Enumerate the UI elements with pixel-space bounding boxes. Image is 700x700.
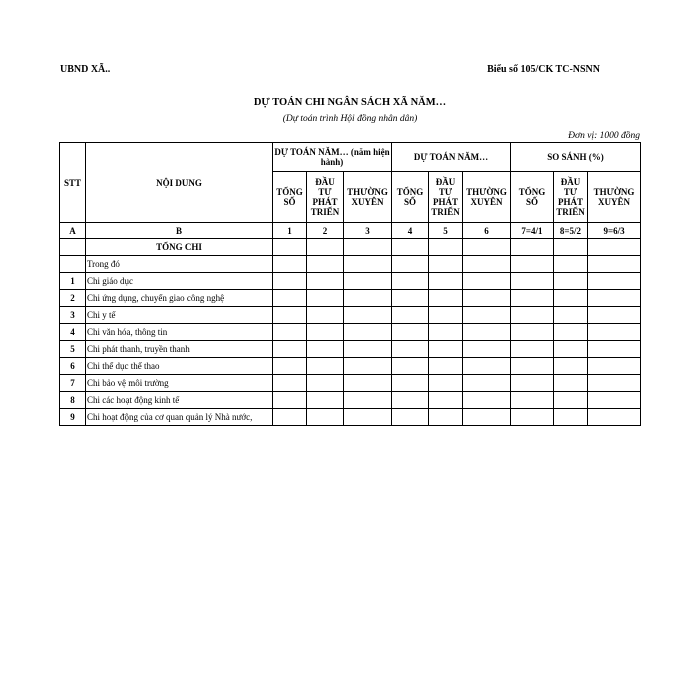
value-cell [588, 307, 641, 324]
form-number: Biểu số 105/CK TC-NSNN [487, 64, 600, 75]
value-cell [392, 358, 429, 375]
value-cell [344, 324, 392, 341]
value-cell [273, 375, 307, 392]
value-cell [588, 256, 641, 273]
index-cell: 2 [307, 223, 344, 239]
row-content: Chi y tế [86, 307, 273, 324]
value-cell [392, 341, 429, 358]
value-cell [273, 324, 307, 341]
value-cell [429, 256, 463, 273]
value-cell [392, 256, 429, 273]
row-stt [60, 239, 86, 256]
row-content: Chi bảo vệ môi trường [86, 375, 273, 392]
value-cell [511, 324, 554, 341]
index-cell: 8=5/2 [554, 223, 588, 239]
value-cell [307, 375, 344, 392]
value-cell [429, 392, 463, 409]
agency-label: UBND XÃ.. [60, 64, 111, 75]
value-cell [429, 273, 463, 290]
unit-label: Đơn vị: 1000 đồng [568, 131, 640, 141]
value-cell [463, 239, 511, 256]
value-cell [429, 290, 463, 307]
value-cell [307, 341, 344, 358]
value-cell [344, 307, 392, 324]
row-content: Chi thể dục thể thao [86, 358, 273, 375]
value-cell [273, 392, 307, 409]
row-content: TỔNG CHI [86, 239, 273, 256]
value-cell [463, 375, 511, 392]
value-cell [392, 409, 429, 426]
value-cell [307, 307, 344, 324]
index-cell: 5 [429, 223, 463, 239]
value-cell [554, 341, 588, 358]
value-cell [588, 375, 641, 392]
value-cell [511, 375, 554, 392]
value-cell [273, 341, 307, 358]
value-cell [554, 307, 588, 324]
row-stt: 6 [60, 358, 86, 375]
value-cell [344, 273, 392, 290]
header-content: NỘI DUNG [86, 143, 273, 223]
value-cell [554, 375, 588, 392]
row-stt: 8 [60, 392, 86, 409]
header-total-3: TỔNG SỐ [511, 172, 554, 223]
table-row [60, 239, 641, 256]
row-stt: 2 [60, 290, 86, 307]
row-content: Chi phát thanh, truyền thanh [86, 341, 273, 358]
value-cell [307, 409, 344, 426]
index-cell: B [86, 223, 273, 239]
document-title: DỰ TOÁN CHI NGÂN SÁCH XÃ NĂM… [253, 97, 447, 108]
value-cell [554, 239, 588, 256]
header-group-current-year: DỰ TOÁN NĂM… (năm hiện hành) [273, 143, 392, 172]
value-cell [344, 409, 392, 426]
row-stt: 4 [60, 324, 86, 341]
value-cell [463, 290, 511, 307]
value-cell [511, 256, 554, 273]
row-content: Chi giáo dục [86, 273, 273, 290]
value-cell [588, 324, 641, 341]
value-cell [429, 375, 463, 392]
value-cell [344, 256, 392, 273]
value-cell [344, 375, 392, 392]
value-cell [588, 290, 641, 307]
value-cell [463, 358, 511, 375]
table-row [60, 358, 641, 375]
row-stt: 1 [60, 273, 86, 290]
index-cell: 9=6/3 [588, 223, 641, 239]
index-cell: A [60, 223, 86, 239]
row-stt: 9 [60, 409, 86, 426]
header-investment-3: ĐẦU TƯ PHÁT TRIỂN [554, 172, 588, 223]
value-cell [511, 307, 554, 324]
table-row [60, 375, 641, 392]
header-group-comparison: SO SÁNH (%) [511, 143, 641, 172]
value-cell [273, 290, 307, 307]
table-row [60, 341, 641, 358]
value-cell [344, 239, 392, 256]
value-cell [307, 290, 344, 307]
value-cell [392, 375, 429, 392]
value-cell [511, 392, 554, 409]
index-cell: 1 [273, 223, 307, 239]
row-stt: 5 [60, 341, 86, 358]
table-row [60, 256, 641, 273]
header-recurrent-2: THƯỜNG XUYÊN [463, 172, 511, 223]
value-cell [307, 324, 344, 341]
table-row [60, 324, 641, 341]
value-cell [511, 358, 554, 375]
index-row [60, 223, 641, 239]
value-cell [307, 358, 344, 375]
value-cell [511, 290, 554, 307]
value-cell [307, 239, 344, 256]
header-recurrent-3: THƯỜNG XUYÊN [588, 172, 641, 223]
value-cell [554, 409, 588, 426]
header-total-1: TỔNG SỐ [273, 172, 307, 223]
value-cell [344, 358, 392, 375]
index-cell: 3 [344, 223, 392, 239]
value-cell [511, 239, 554, 256]
table-row [60, 392, 641, 409]
value-cell [392, 392, 429, 409]
header-recurrent-1: THƯỜNG XUYÊN [344, 172, 392, 223]
row-content: Chi văn hóa, thông tin [86, 324, 273, 341]
value-cell [463, 324, 511, 341]
value-cell [463, 392, 511, 409]
value-cell [273, 358, 307, 375]
table-row [60, 307, 641, 324]
index-cell: 6 [463, 223, 511, 239]
value-cell [429, 307, 463, 324]
value-cell [588, 239, 641, 256]
value-cell [554, 256, 588, 273]
header-investment-2: ĐẦU TƯ PHÁT TRIỂN [429, 172, 463, 223]
document-subtitle: (Dự toán trình Hội đồng nhân dân) [282, 114, 418, 124]
value-cell [554, 324, 588, 341]
value-cell [273, 239, 307, 256]
value-cell [344, 392, 392, 409]
value-cell [273, 409, 307, 426]
value-cell [429, 324, 463, 341]
value-cell [554, 290, 588, 307]
row-content: Chi hoạt động của cơ quan quản lý Nhà nước, [86, 409, 273, 426]
value-cell [588, 341, 641, 358]
value-cell [463, 409, 511, 426]
value-cell [273, 307, 307, 324]
header-total-2: TỔNG SỐ [392, 172, 429, 223]
row-stt [60, 256, 86, 273]
value-cell [554, 392, 588, 409]
value-cell [392, 290, 429, 307]
value-cell [463, 273, 511, 290]
value-cell [429, 358, 463, 375]
value-cell [511, 341, 554, 358]
value-cell [463, 256, 511, 273]
value-cell [588, 409, 641, 426]
value-cell [307, 273, 344, 290]
table-row [60, 409, 641, 426]
budget-table [59, 142, 641, 426]
value-cell [307, 256, 344, 273]
table-row [60, 290, 641, 307]
row-stt: 7 [60, 375, 86, 392]
row-content: Chi ứng dụng, chuyển giao công nghệ [86, 290, 273, 307]
header-investment-1: ĐẦU TƯ PHÁT TRIỂN [307, 172, 344, 223]
value-cell [463, 341, 511, 358]
index-cell: 7=4/1 [511, 223, 554, 239]
header-stt: STT [60, 143, 86, 223]
value-cell [307, 392, 344, 409]
value-cell [429, 341, 463, 358]
row-stt: 3 [60, 307, 86, 324]
value-cell [392, 307, 429, 324]
header-group-plan-year: DỰ TOÁN NĂM… [392, 143, 511, 172]
value-cell [463, 307, 511, 324]
value-cell [511, 409, 554, 426]
value-cell [554, 273, 588, 290]
value-cell [429, 239, 463, 256]
value-cell [273, 273, 307, 290]
value-cell [588, 392, 641, 409]
value-cell [588, 273, 641, 290]
value-cell [392, 324, 429, 341]
index-cell: 4 [392, 223, 429, 239]
value-cell [511, 273, 554, 290]
row-content: Trong đó [86, 256, 273, 273]
value-cell [273, 256, 307, 273]
value-cell [392, 239, 429, 256]
value-cell [554, 358, 588, 375]
table-row [60, 273, 641, 290]
value-cell [344, 341, 392, 358]
value-cell [429, 409, 463, 426]
value-cell [344, 290, 392, 307]
value-cell [392, 273, 429, 290]
row-content: Chi các hoạt động kinh tế [86, 392, 273, 409]
value-cell [588, 358, 641, 375]
